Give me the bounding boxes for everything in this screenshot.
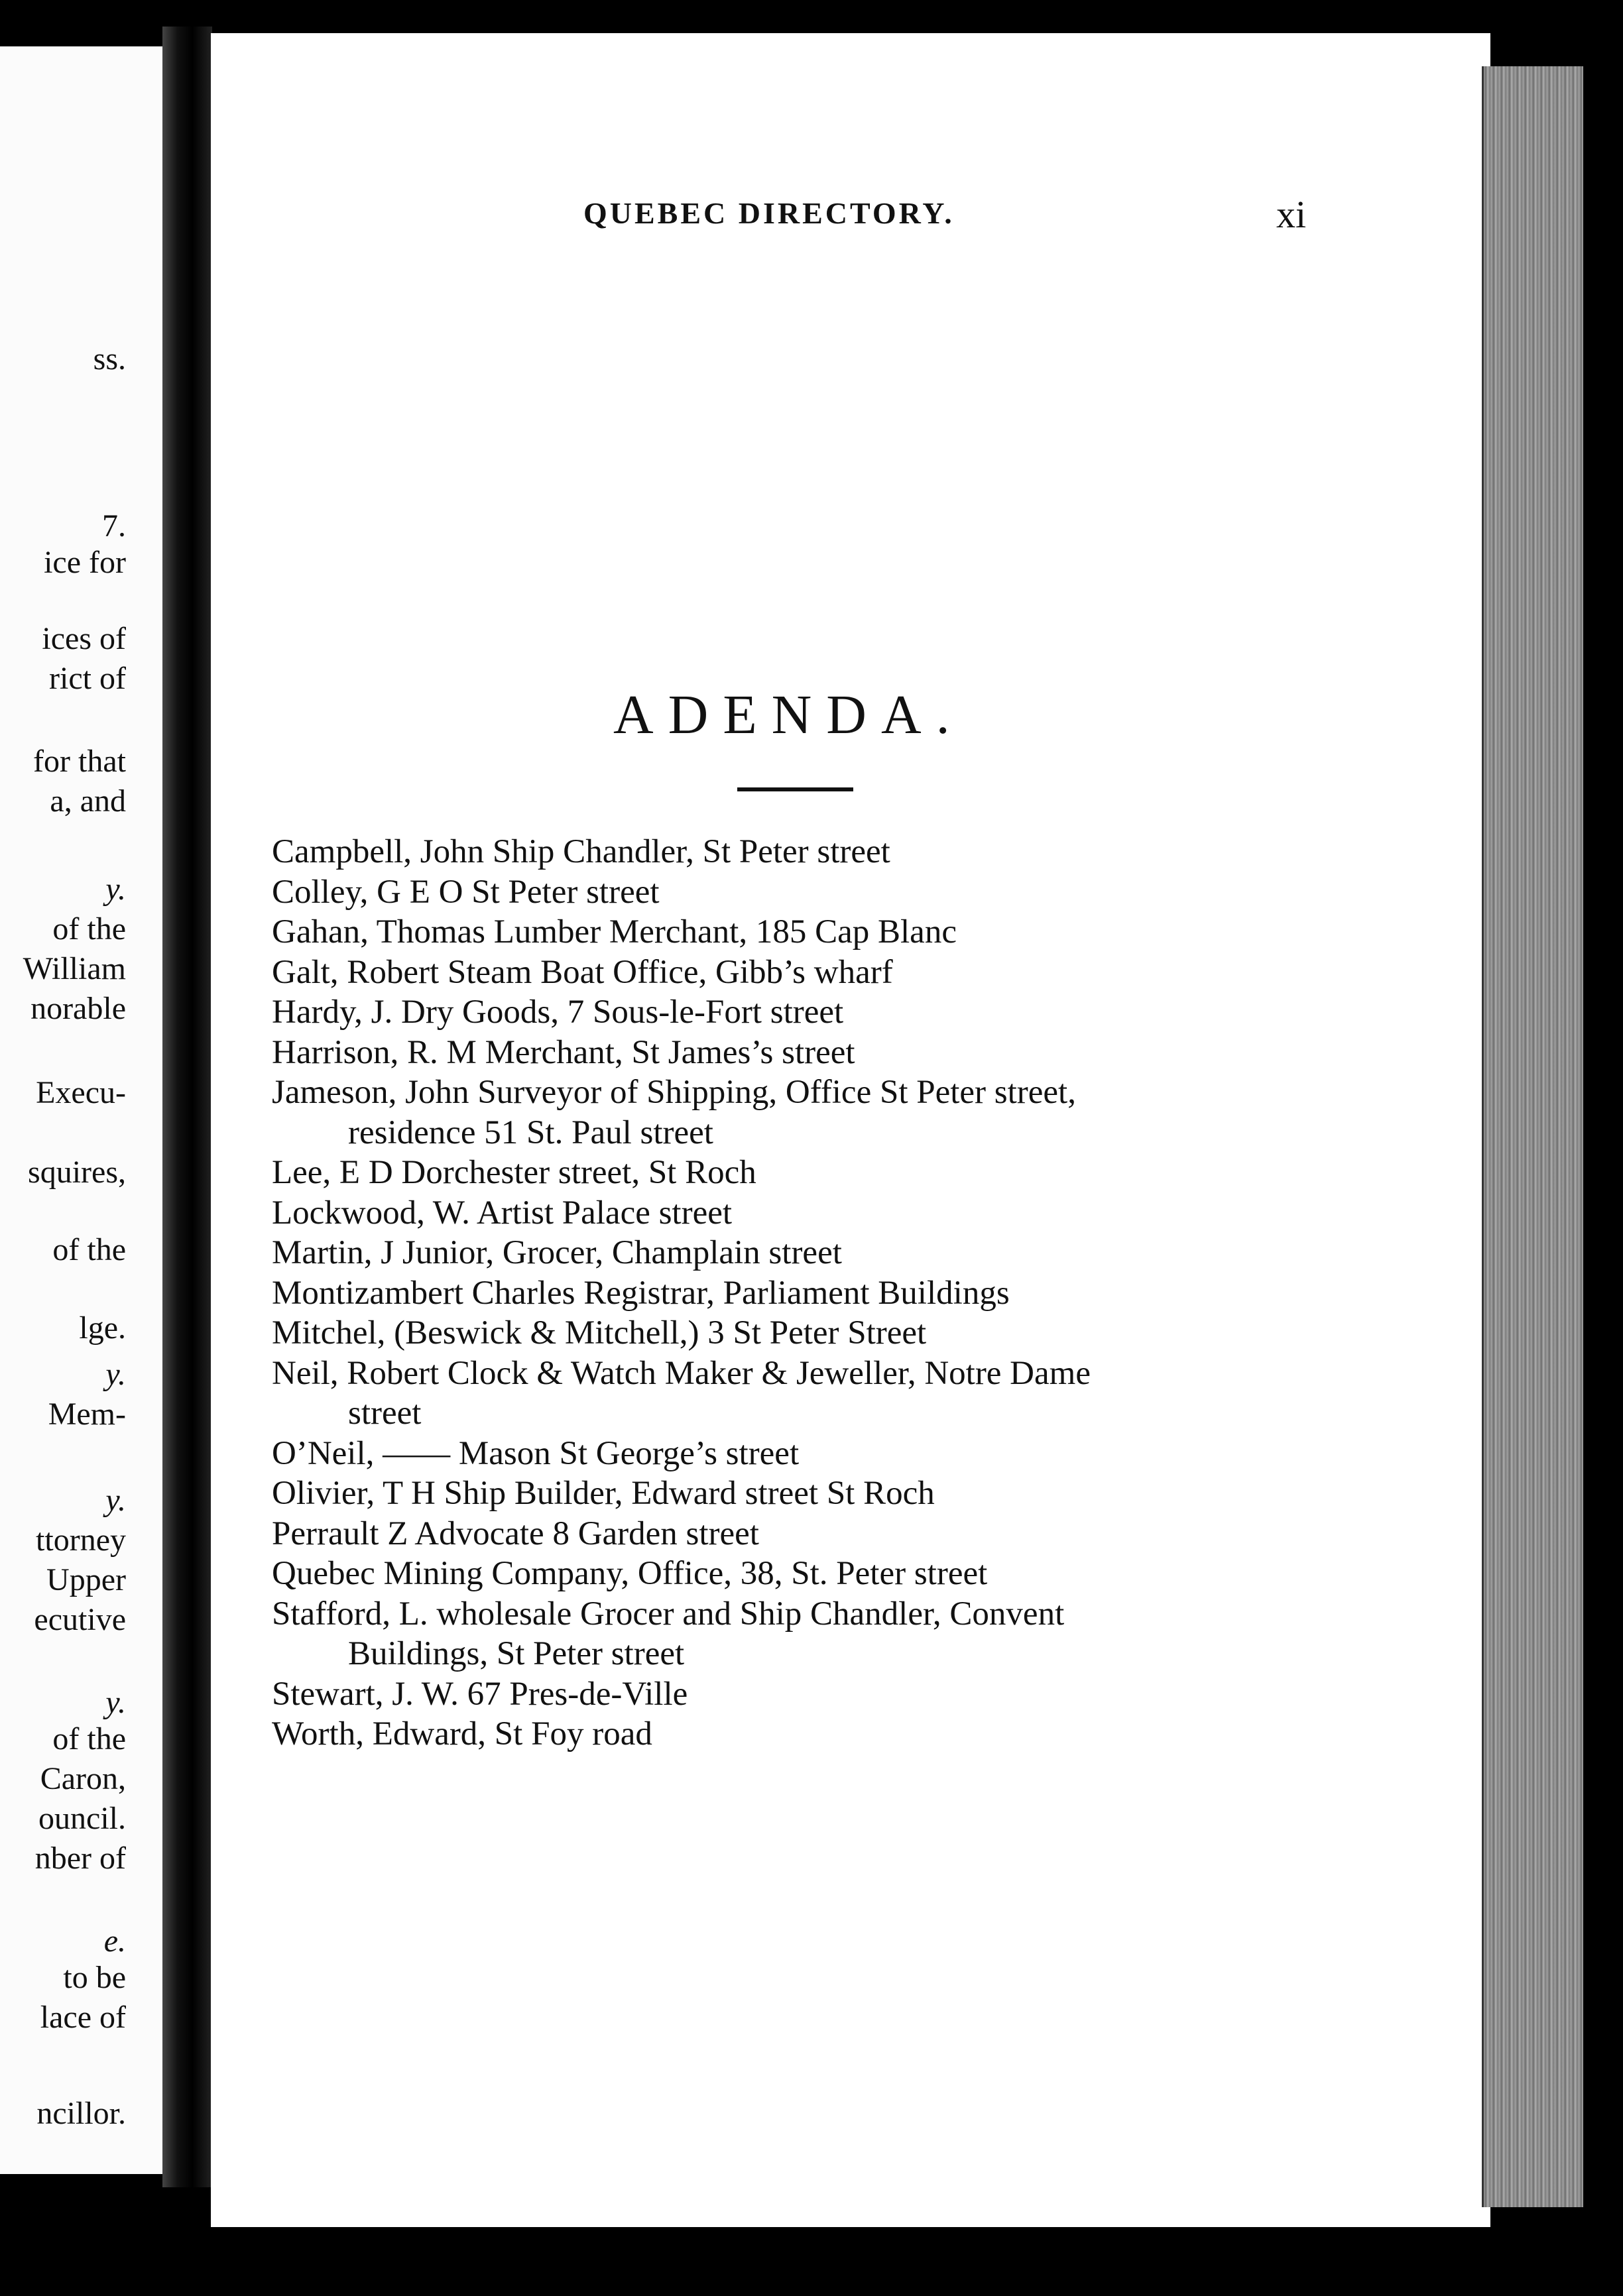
entry-text: O’Neil, —— Mason St George’s street [272,1434,800,1472]
directory-entry [272,1313,1333,1353]
entry-text: Martin, J Junior, Grocer, Champlain street [272,1234,842,1271]
previous-page-text-fragment: of the [52,911,126,947]
previous-page-text-fragment: ouncil. [38,1801,126,1836]
previous-page-text-fragment: of the [52,1232,126,1267]
running-head: QUEBEC DIRECTORY. [583,196,955,230]
directory-entry [272,952,1333,993]
previous-page-text-fragment: y. [105,1483,126,1518]
directory-entry [272,1353,1333,1434]
previous-page-text-fragment: 7. [102,508,126,544]
previous-page-text-fragment: norable [30,991,126,1026]
directory-entry [272,1033,1333,1073]
entry-continuation: residence 51 St. Paul street [348,1114,713,1151]
directory-entry [272,912,1333,952]
entry-text: Worth, Edward, St Foy road [272,1715,652,1752]
page-number: xi [1276,193,1307,236]
previous-page-text-fragment: of the [52,1721,126,1756]
entry-continuation: Buildings, St Peter street [348,1635,685,1672]
previous-page-text-fragment: y. [105,872,126,907]
directory-entry [272,992,1333,1033]
entry-text: Gahan, Thomas Lumber Merchant, 185 Cap Blanc [272,913,957,950]
directory-entry [272,1072,1333,1153]
previous-page-text-fragment: ttorney [36,1522,126,1558]
directory-entry [272,1714,1333,1754]
entry-text: Perrault Z Advocate 8 Garden street [272,1515,759,1552]
entry-text: Jameson, John Surveyor of Shipping, Office St Peter street, [272,1074,1076,1111]
directory-entry [272,1434,1333,1474]
previous-page-text-fragment: to be [63,1960,126,1995]
directory-entry [272,1273,1333,1314]
previous-page-text-fragment: squires, [28,1155,126,1190]
previous-page-text-fragment: William [23,951,126,986]
entry-text: Mitchel, (Beswick & Mitchell,) 3 St Peter Street [272,1314,927,1351]
directory-entry [272,1193,1333,1234]
entry-text: Lee, E D Dorchester street, St Roch [272,1154,756,1191]
previous-page-text-fragment: ice for [44,545,126,580]
entry-text: Quebec Mining Company, Office, 38, St. Peter street [272,1555,988,1592]
previous-page-text-fragment: lge. [79,1310,126,1346]
entry-text: Neil, Robert Clock & Watch Maker & Jeweller, Notre Dame [272,1354,1091,1392]
entry-text: Campbell, John Ship Chandler, St Peter street [272,833,890,870]
previous-page-fragment [0,46,189,2174]
entry-text: Lockwood, W. Artist Palace street [272,1194,733,1232]
entry-text: Hardy, J. Dry Goods, 7 Sous-le-Fort street [272,994,844,1031]
entry-text: Harrison, R. M Merchant, St James’s street [272,1033,855,1071]
previous-page-text-fragment: lace of [40,2000,126,2035]
directory-entry [272,1594,1333,1674]
book-gutter [162,27,212,2187]
previous-page-text-fragment: ices of [42,621,126,656]
entry-text: Montizambert Charles Registrar, Parliament Buildings [272,1274,1010,1312]
directory-entry [272,1473,1333,1514]
previous-page-text-fragment: Caron, [40,1761,126,1796]
previous-page-text-fragment: nber of [34,1841,126,1876]
previous-page-text-fragment: Execu- [36,1075,126,1110]
previous-page-text-fragment: e. [103,1923,126,1959]
directory-entries [272,832,1333,1754]
directory-entry [272,1674,1333,1715]
previous-page-text-fragment: ncillor. [36,2096,126,2131]
entry-continuation: street [348,1395,422,1432]
entry-text: Olivier, T H Ship Builder, Edward street St Roch [272,1475,935,1512]
section-title: ADENDA. [613,684,965,746]
entry-text: Stafford, L. wholesale Grocer and Ship Chandler, Convent [272,1595,1065,1633]
previous-page-text-fragment: for that [33,744,126,779]
directory-entry [272,832,1333,872]
directory-entry [272,1514,1333,1554]
previous-page-text-fragment: Mem- [48,1397,126,1432]
directory-entry [272,872,1333,913]
previous-page-text-fragment: y. [105,1685,126,1720]
entry-text: Colley, G E O St Peter street [272,873,660,911]
previous-page-text-fragment: a, and [50,783,126,819]
entry-text: Galt, Robert Steam Boat Office, Gibb’s wharf [272,953,893,991]
page-edges [1482,66,1583,2207]
previous-page-text-fragment: ss. [93,341,126,376]
previous-page-text-fragment: rict of [49,661,126,696]
title-rule [737,787,853,791]
previous-page-text-fragment: Upper [46,1562,126,1597]
directory-entry [272,1233,1333,1273]
previous-page-text-fragment: y. [105,1357,126,1392]
directory-entry [272,1153,1333,1193]
entry-text: Stewart, J. W. 67 Pres-de-Ville [272,1675,688,1713]
previous-page-text-fragment: ecutive [34,1602,126,1637]
directory-entry [272,1554,1333,1594]
